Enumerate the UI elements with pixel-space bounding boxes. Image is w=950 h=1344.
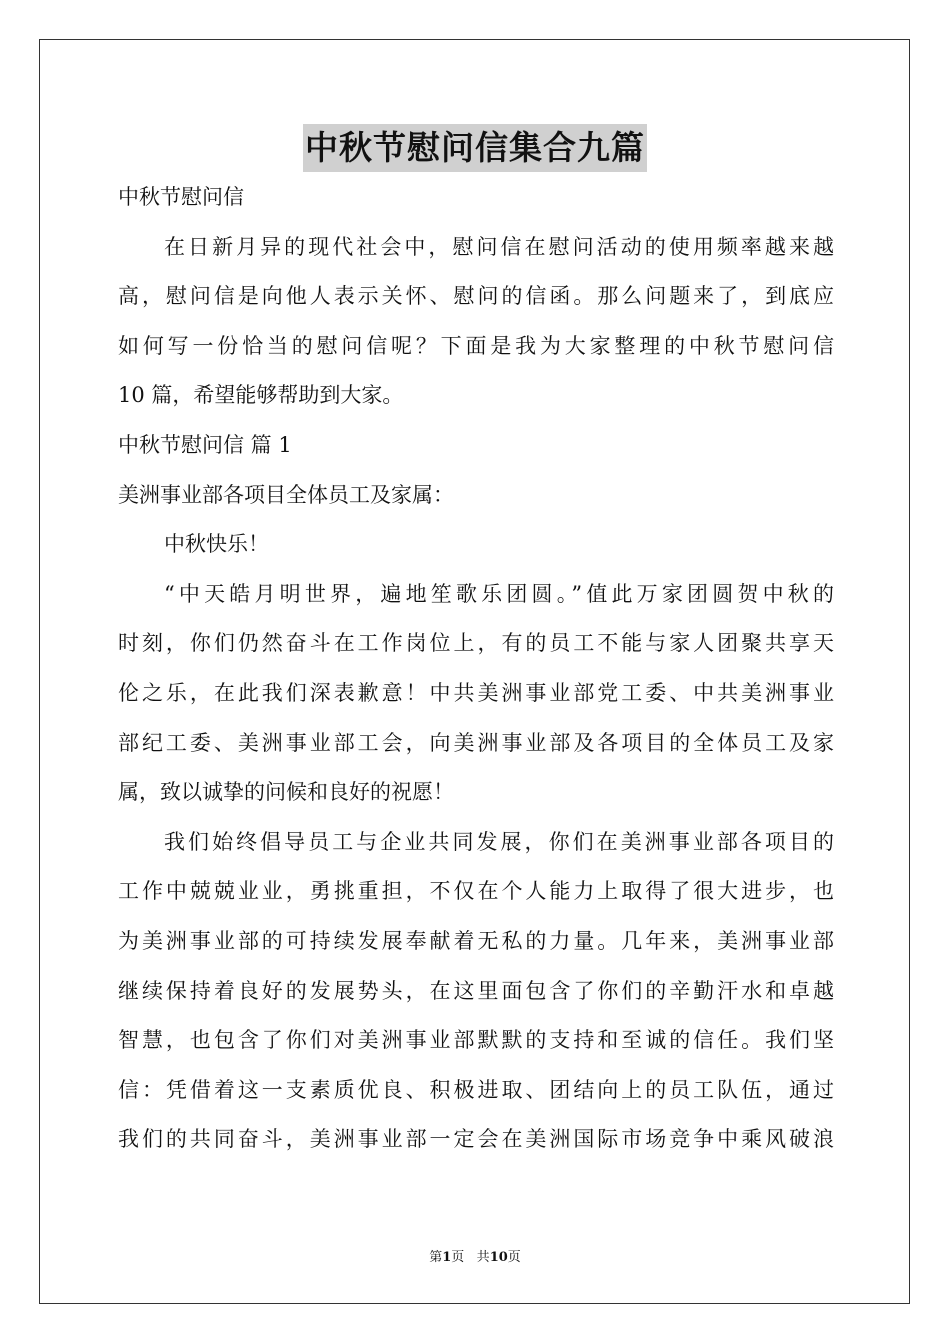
footer-page-unit: 页 [451,1249,465,1264]
text-line: 我们始终倡导员工与企业共同发展，你们在美洲事业部各项目的 [164,829,834,854]
text-line: 美洲事业部各项目全体员工及家属： [118,482,454,507]
document-body [118,173,834,1165]
text-line: 时刻，你们仍然奋斗在工作岗位上，有的员工不能与家人团聚共享天 [118,631,834,656]
text-line: 中秋节慰问信 篇 1 [118,432,292,457]
text-line: 中秋快乐！ [164,532,269,557]
text-line: 为美洲事业部的可持续发展奉献着无私的力量。几年来，美洲事业部 [118,928,834,953]
text-line: 属，致以诚挚的问候和良好的祝愿！ [118,780,454,805]
text-line: 部纪工委、美洲事业部工会，向美洲事业部及各项目的全体员工及家 [118,730,834,755]
text-line: 智慧，也包含了你们对美洲事业部默默的支持和至诚的信任。我们坚 [118,1028,834,1053]
footer-total-pages: 10 [489,1250,508,1265]
text-line: 伦之乐，在此我们深表歉意！中共美洲事业部党工委、中共美洲事业 [118,680,834,705]
text-line: 继续保持着良好的发展势头，在这里面包含了你们的辛勤汗水和卓越 [118,978,834,1003]
text-line: “中天皓月明世界，遍地笙歌乐团圆。”值此万家团圆贺中秋的 [164,581,834,606]
text-line: 信：凭借着这一支素质优良、积极进取、团结向上的员工队伍，通过 [118,1077,834,1102]
text-line: 中秋节慰问信 [118,185,244,209]
page-footer [0,1246,950,1265]
footer-total-prefix: 共 [476,1249,490,1264]
footer-page-number: 1 [442,1250,452,1265]
footer-page-prefix: 第 [429,1249,443,1264]
title-container [0,124,950,172]
footer-total-unit: 页 [507,1249,521,1264]
document-title: 中秋节慰问信集合九篇 [303,124,647,172]
text-line: 如何写一份恰当的慰问信呢？下面是我为大家整理的中秋节慰问信 [118,333,834,358]
text-line: 我们的共同奋斗，美洲事业部一定会在美洲国际市场竞争中乘风破浪 [118,1127,834,1152]
text-line: 10 篇，希望能够帮助到大家。 [118,383,404,408]
text-line: 高，慰问信是向他人表示关怀、慰问的信函。那么问题来了，到底应 [118,284,834,309]
text-line: 在日新月异的现代社会中，慰问信在慰问活动的使用频率越来越 [164,234,834,259]
text-line: 工作中兢兢业业，勇挑重担，不仅在个人能力上取得了很大进步，也 [118,879,834,904]
